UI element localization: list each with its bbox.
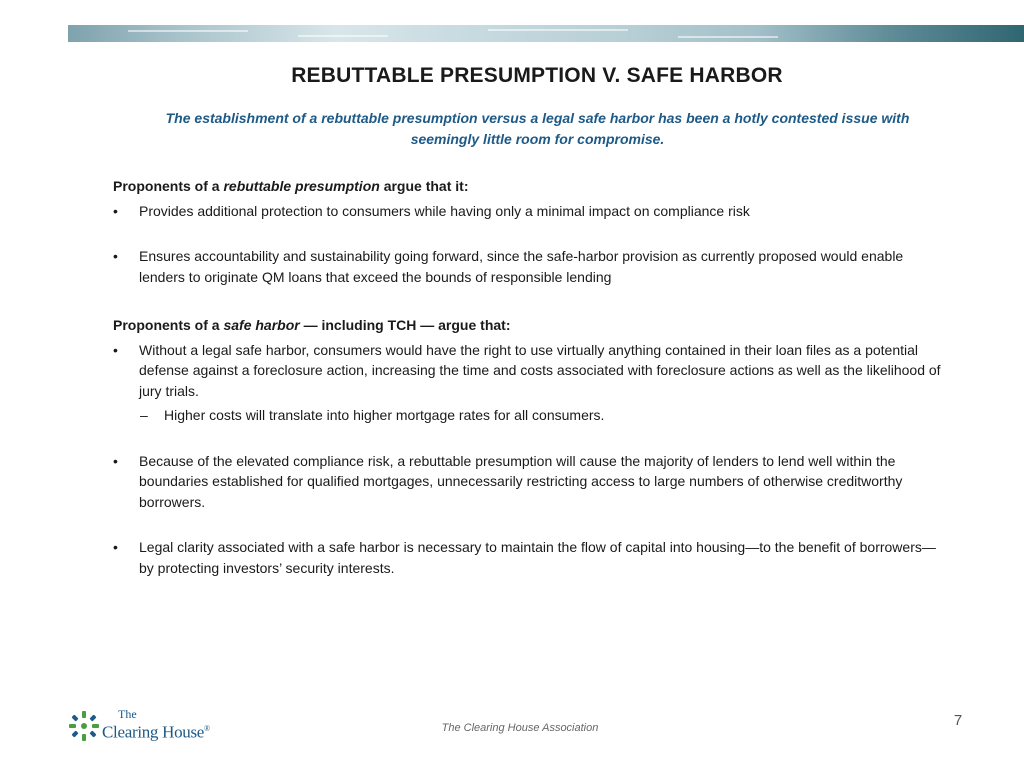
section-heading-term: rebuttable presumption <box>223 178 380 194</box>
slide-subtitle: The establishment of a rebuttable presumption versus a legal safe harbor has been a hotly contested issue with seemingly little room for compromise. <box>165 110 910 147</box>
section-heading-rebuttable <box>113 176 943 197</box>
footer-organization: The Clearing House Association <box>441 722 599 734</box>
list-item-text: Without a legal safe harbor, consumers would have the right to use virtually anything contained in their loan files as a potential defense against a foreclosure action, increasing the time and costs associated with foreclosure actions as well as the likelihood of jury trials. <box>139 341 941 399</box>
section-heading-tail: argue that it: <box>379 178 469 194</box>
page-number: 7 <box>953 712 963 729</box>
slide-body <box>113 176 943 578</box>
list-item-text: Legal clarity associated with a safe harbor is necessary to maintain the flow of capital into housing—to the benefit of borrowers—by protecting investors’ security interests. <box>139 539 936 576</box>
list-item <box>113 340 943 402</box>
list-item <box>113 246 943 287</box>
list-item-text: Ensures accountability and sustainability going forward, since the safe-harbor provision as currently proposed would enable lenders to originate QM loans that exceed the bounds of responsible lending <box>139 248 904 285</box>
list-item-text: Provides additional protection to consumers while having only a minimal impact on compliance risk <box>139 202 750 219</box>
slide-title: REBUTTABLE PRESUMPTION V. SAFE HARBOR <box>291 64 783 87</box>
bullet-icon: • <box>113 452 118 469</box>
clearing-house-logo <box>68 708 218 744</box>
bullet-icon: • <box>113 539 118 555</box>
registered-mark: ® <box>204 724 210 733</box>
bullet-icon: • <box>113 248 118 264</box>
list-item-text: Because of the elevated compliance risk, a rebuttable presumption will cause the majority of lenders to lend well within the boundaries established for qualified mortgages, unnecessarily restricting access to large numbers of otherwise creditworthy borrowers. <box>139 452 903 510</box>
section-heading-safe-harbor <box>113 315 943 336</box>
section-heading-term: safe harbor <box>223 317 300 333</box>
logo-the: The <box>118 707 137 721</box>
bullet-icon: • <box>113 202 118 219</box>
header-banner <box>68 25 1024 42</box>
section-heading-tail: — including TCH — argue that: <box>299 317 511 333</box>
list-item <box>113 537 943 578</box>
list-item <box>113 451 943 513</box>
clearing-house-logo-icon <box>68 710 100 742</box>
sub-list-item-text: Higher costs will translate into higher mortgage rates for all consumers. <box>164 407 605 423</box>
section-heading-lead: Proponents of a <box>113 178 224 194</box>
dash-icon: – <box>140 407 148 423</box>
bullet-icon: • <box>113 341 118 358</box>
sub-list-item <box>113 405 943 426</box>
logo-name <box>102 719 210 743</box>
list-item <box>113 201 943 222</box>
section-heading-lead: Proponents of a <box>113 317 224 333</box>
logo-name-text: Clearing House <box>102 722 205 742</box>
